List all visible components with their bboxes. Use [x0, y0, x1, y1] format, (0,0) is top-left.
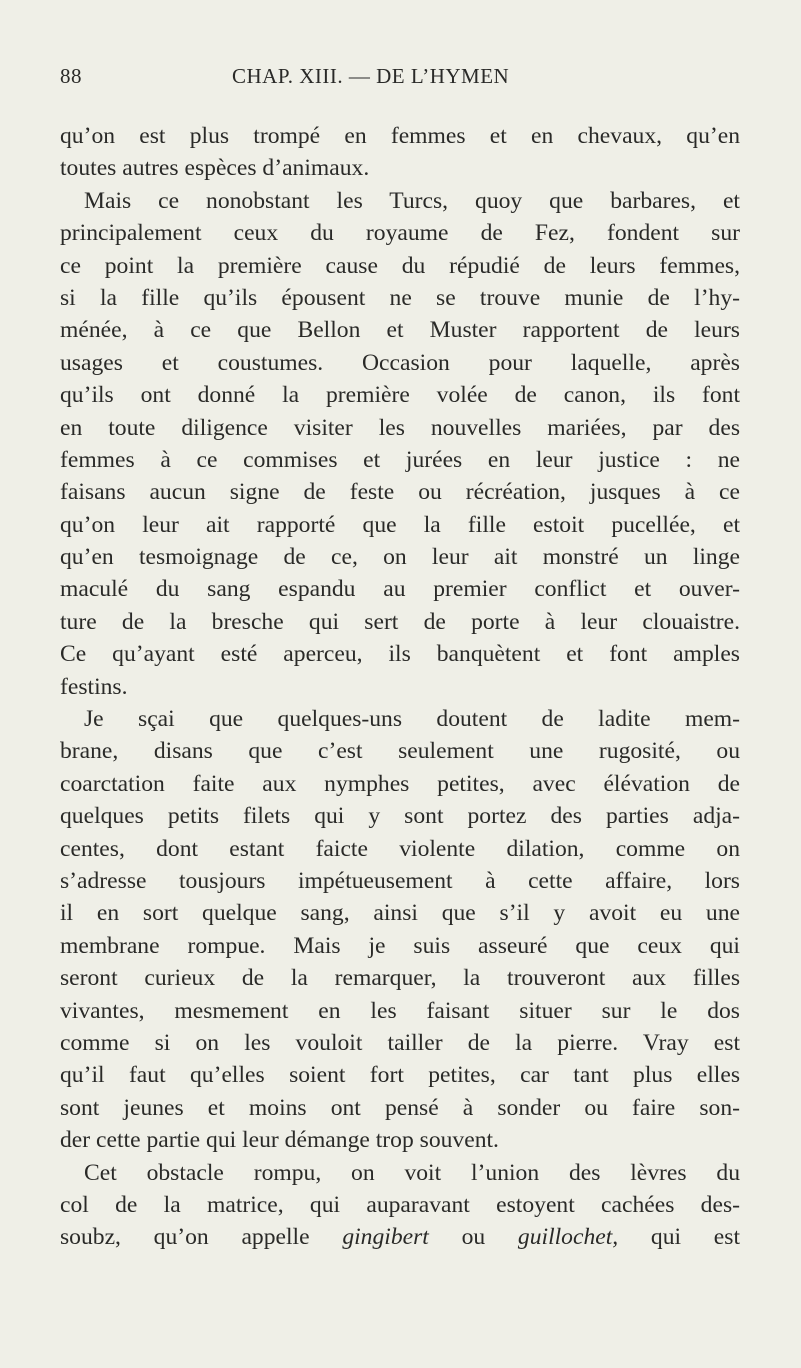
text-line: usages et coustumes. Occasion pour laquelle, après	[60, 349, 740, 376]
text-line: seront curieux de la remarquer, la trouveront aux filles	[60, 965, 740, 992]
text-line: vivantes, mesmement en les faisant situer sur le dos	[60, 997, 740, 1024]
text-run: ou	[428, 1224, 518, 1251]
body-text	[60, 120, 740, 1254]
text-line-last	[60, 1221, 740, 1253]
text-line: ménée, à ce que Bellon et Muster rapportent de leurs	[60, 317, 740, 344]
text-line: qu’il faut qu’elles soient fort petites, car tant plus elles	[60, 1062, 740, 1089]
text-line: toutes autres espèces d’animaux.	[60, 155, 370, 182]
text-line: si la fille qu’ils épousent ne se trouve munie de l’hy-	[60, 284, 740, 311]
text-line: qu’ils ont donné la première volée de canon, ils font	[60, 382, 740, 409]
text-line: femmes à ce commises et jurées en leur justice : ne	[60, 446, 740, 473]
text-line: Ce qu’ayant esté aperceu, ils banquètent et font amples	[60, 641, 740, 668]
text-line: s’adresse tousjours impétueusement à cette affaire, lors	[60, 867, 740, 894]
text-line: Je sçai que quelques-uns doutent de ladite mem-	[84, 706, 740, 733]
text-line: ture de la bresche qui sert de porte à leur clouaistre.	[60, 608, 740, 635]
running-head	[60, 64, 740, 94]
text-line: en toute diligence visiter les nouvelles mariées, par des	[60, 414, 740, 441]
chapter-title: CHAP. XIII. — DE L’HYMEN	[232, 64, 510, 88]
text-line: quelques petits filets qui y sont portez des parties adja-	[60, 803, 740, 830]
page-number: 88	[60, 64, 82, 88]
text-line: membrane rompue. Mais je suis asseuré que ceux qui	[60, 932, 740, 959]
text-line: qu’en tesmoignage de ce, on leur ait monstré un linge	[60, 544, 740, 571]
text-line: qu’on leur ait rapporté que la fille estoit pucellée, et	[60, 511, 740, 538]
text-line: ce point la première cause du répudié de leurs femmes,	[60, 252, 740, 279]
text-line: festins.	[60, 673, 128, 700]
italic-term: gingibert	[342, 1224, 429, 1251]
text-line: faisans aucun signe de feste ou récréation, jusques à ce	[60, 479, 740, 506]
text-line: Mais ce nonobstant les Turcs, quoy que barbares, et	[84, 187, 740, 214]
text-line: maculé du sang espandu au premier conflict et ouver-	[60, 576, 740, 603]
text-line: qu’on est plus trompé en femmes et en chevaux, qu’en	[60, 123, 740, 149]
text-line: comme si on les vouloit tailler de la pierre. Vray est	[60, 1029, 740, 1056]
text-run: soubz, qu’on appelle	[60, 1224, 343, 1251]
text-line: centes, dont estant faicte violente dilation, comme on	[60, 835, 740, 862]
text-line: brane, disans que c’est seulement une rugosité, ou	[60, 738, 740, 765]
text-line: principalement ceux du royaume de Fez, fondent sur	[60, 220, 740, 247]
text-line: col de la matrice, qui auparavant estoyent cachées des-	[60, 1191, 740, 1218]
text-run: qui est	[618, 1224, 741, 1251]
text-line: sont jeunes et moins ont pensé à sonder ou faire son-	[60, 1094, 740, 1121]
text-line: il en sort quelque sang, ainsi que s’il y avoit eu une	[60, 900, 740, 927]
text-line: der cette partie qui leur démange trop souvent.	[60, 1127, 499, 1154]
text-line: coarctation faite aux nymphes petites, avec élévation de	[60, 770, 740, 797]
text-line: Cet obstacle rompu, on voit l’union des lèvres du	[84, 1159, 740, 1186]
italic-term: guillochet,	[517, 1224, 619, 1251]
